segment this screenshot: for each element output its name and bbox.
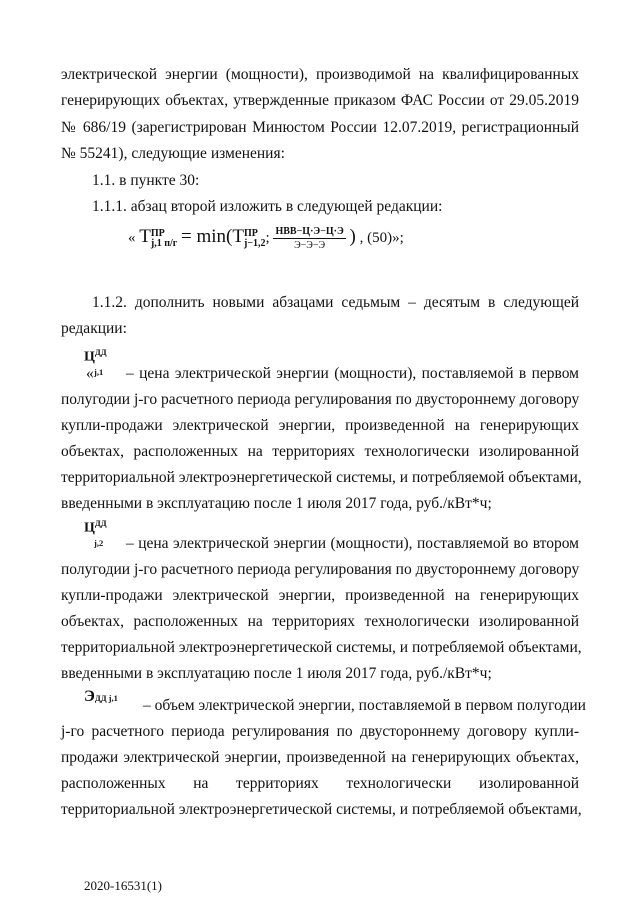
symbol-c2-sup: ДД — [94, 518, 107, 528]
para-c1-line-2: полугодии j-го расчетного периода регулирования по двустороннему договору — [61, 391, 580, 408]
formula-tag: , (50)»; — [359, 230, 404, 246]
document-footer-number: 2020-16531(1) — [84, 878, 162, 893]
para-c1-line-5: территориальной электроэнергетической системы, и потребляемой объектами, — [61, 469, 582, 486]
symbol-e1-sub: ДД j,1 — [94, 693, 118, 703]
formula-open-quote: « — [128, 230, 136, 246]
intro-line-3: № 686/19 (зарегистрирован Минюстом России 12.07.2019, регистрационный — [61, 119, 579, 136]
para-c1-line-6: введенными в эксплуатацию после 1 июля 2017 года, руб./кВт*ч; — [61, 495, 492, 512]
intro-line-2: генерирующих объектах, утвержденные приказом ФАС России от 29.05.2019 — [61, 92, 579, 109]
para-e1-line-1: – объем электрической энергии, поставляемой в первом полугодии — [143, 697, 586, 714]
symbol-c1-open-quote: « — [86, 365, 94, 382]
symbol-c1-sub: j,1 — [94, 366, 104, 377]
para-c1-line-4: объектах, расположенных на территориях технологически изолированной — [61, 443, 579, 460]
para-c2-line-3: купли-продажи электрической энергии, произведенной на генерирующих — [61, 587, 579, 604]
formula-fraction — [273, 226, 345, 251]
para-c2-line-2: полугодии j-го расчетного периода регулирования по двустороннему договору — [61, 561, 580, 578]
formula-t2-sub: j−1,2 — [244, 237, 266, 249]
intro-line-4: № 55241), следующие изменения: — [61, 145, 285, 162]
symbol-e-dd-j1 — [84, 690, 118, 705]
para-c2-line-1: – цена электрической энергии (мощности), поставляемой во втором — [126, 535, 579, 552]
item-1-1-2-line-2: редакции: — [61, 320, 127, 337]
symbol-c2-main: Ц — [84, 520, 95, 536]
symbol-e1-main: Э — [84, 688, 95, 705]
symbol-c2-sub: j,2 — [94, 537, 104, 548]
para-c1-line-1: – цена электрической энергии (мощности), поставляемой в первом — [126, 365, 579, 382]
para-e1-line-3: продажи электрической энергии, произведенной на генерирующих объектах, — [61, 749, 579, 766]
formula-t-sup: ПР — [150, 227, 165, 239]
para-e1-line-5: территориальной электроэнергетической системы, и потребляемой объектами, — [61, 801, 582, 818]
para-e1-line-2: j-го расчетного периода регулирования по двустороннему договору купли- — [61, 723, 579, 740]
formula-t2-sup: ПР — [244, 227, 258, 239]
formula-t2-symbol: T — [232, 226, 244, 247]
para-c2-line-5: территориальной электроэнергетической системы, и потребляемой объектами, — [61, 639, 582, 656]
formula-t-sub: j,1 п/г — [150, 237, 178, 249]
item-1-1-1: 1.1.1. абзац второй изложить в следующей редакции: — [92, 198, 443, 215]
symbol-c-dd-j2 — [84, 516, 107, 550]
intro-line-1: электрической энергии (мощности), производимой на квалифицированных — [61, 66, 579, 83]
para-c1-line-3: купли-продажи электрической энергии, произведенной на генерирующих — [61, 417, 579, 434]
para-c2-line-6: введенными в эксплуатацию после 1 июля 2017 года, руб./кВт*ч; — [61, 665, 492, 682]
formula-eq-min: = min( — [181, 226, 233, 247]
symbol-c1-sup: ДД — [94, 347, 107, 357]
item-1-1-2-line-1: 1.1.2. дополнить новыми абзацами седьмым – десятым в следующей — [92, 294, 579, 311]
formula-numerator: НВВ−Ц·Э−Ц·Э — [275, 226, 344, 238]
para-c2-line-4: объектах, расположенных на территориях технологически изолированной — [61, 613, 579, 630]
formula-denominator: Э−Э−Э — [294, 240, 326, 252]
symbol-c1-main: Ц — [84, 349, 95, 365]
para-e1-line-4: расположенных на территориях технологически изолированной — [61, 775, 579, 792]
formula-t-symbol: T — [139, 226, 151, 247]
formula-50: « T ПР j,1 п/г = min(T ПР j−1,2 ; $\frac{\text{НВВ−Ц·Э−Ц·Э}}{Э-Э-Э}$ ) , (50)»; — [128, 226, 404, 252]
item-1-1: 1.1. в пункте 30: — [92, 172, 200, 189]
formula-close-paren: ) — [349, 226, 356, 247]
